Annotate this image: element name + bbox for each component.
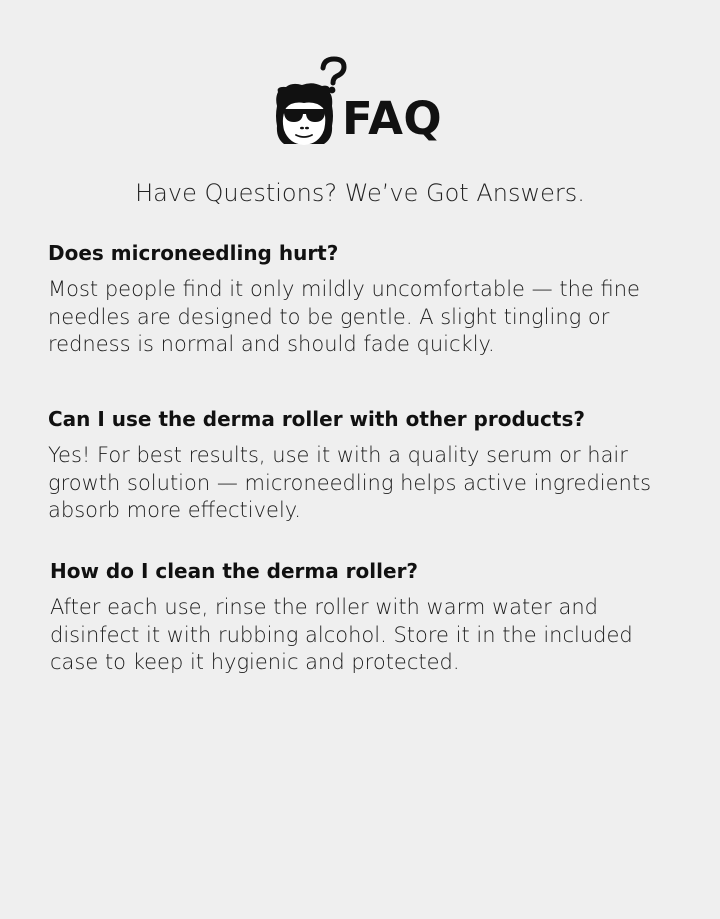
- page-title: FAQ: [342, 92, 443, 145]
- faq-answer: After each use, rinse the roller with warm water and disinfect it with rubbing alcohol. Store it in the included case to keep it hygienic and protected.: [50, 595, 633, 674]
- faq-item: [50, 556, 660, 677]
- faq-question: Does microneedling hurt?: [48, 241, 339, 265]
- faq-item: [48, 238, 658, 359]
- faq-question: How do I clean the derma roller?: [50, 559, 419, 583]
- monkey-sunglasses-logo-icon: [272, 56, 352, 148]
- faq-question: Can I use the derma roller with other products?: [48, 407, 585, 431]
- faq-item: [48, 404, 658, 525]
- faq-answer: Yes! For best results, use it with a quality serum or hair growth solution — microneedling helps active ingredients absorb more effectively.: [48, 443, 652, 522]
- faq-header: [0, 56, 720, 148]
- faq-answer: Most people find it only mildly uncomfortable — the fine needles are designed to be gentle. A slight tingling or redness is normal and should fade quickly.: [48, 277, 640, 356]
- page-subtitle: Have Questions? We’ve Got Answers.: [135, 179, 585, 207]
